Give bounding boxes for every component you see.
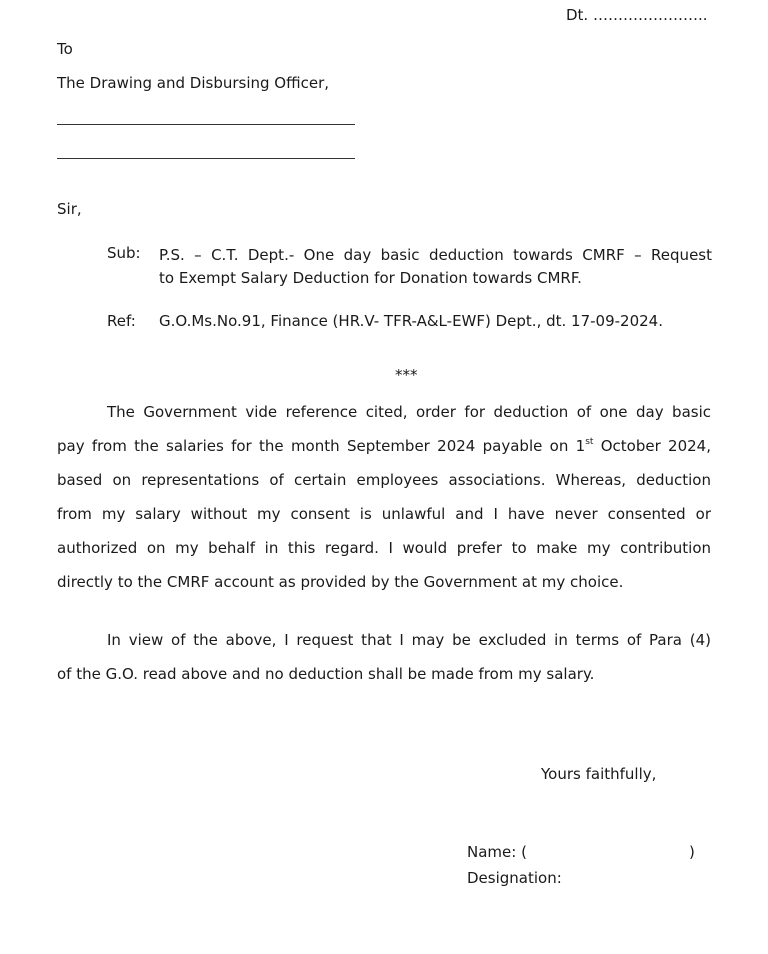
body-paragraph-1: [57, 395, 711, 599]
designation-label: Designation:: [467, 869, 562, 887]
salutation: Sir,: [57, 200, 82, 218]
subject-line-2: to Exempt Salary Deduction for Donation towards CMRF.: [159, 269, 582, 287]
paragraph-1-line-2-tail: October 2024,: [593, 437, 711, 455]
ordinal-superscript: st: [585, 437, 594, 447]
closing: Yours faithfully,: [541, 765, 657, 783]
subject-text: [159, 244, 712, 290]
body-paragraph-2: [57, 623, 711, 691]
reference-label: Ref:: [107, 312, 136, 330]
name-close-paren: ): [689, 843, 695, 861]
paragraph-2-line-2: of the G.O. read above and no deduction shall be made from my salary.: [57, 665, 595, 683]
paragraph-1-line-6: directly to the CMRF account as provided by the Government at my choice.: [57, 573, 624, 591]
paragraph-1-line-2-text: pay from the salaries for the month September 2024 payable on 1: [57, 437, 586, 455]
to-label: To: [57, 40, 73, 58]
address-blank-line-1: [57, 124, 355, 125]
name-label: Name: (: [467, 843, 527, 861]
paragraph-2-line-1: In view of the above, I request that I may be excluded in terms of Para (4): [107, 631, 711, 649]
paragraph-1-line-4: from my salary without my consent is unlawful and I have never consented or: [57, 505, 711, 523]
separator: ***: [395, 366, 418, 384]
reference-text: G.O.Ms.No.91, Finance (HR.V- TFR-A&L-EWF) Dept., dt. 17-09-2024.: [159, 312, 663, 330]
paragraph-1-line-1: The Government vide reference cited, order for deduction of one day basic: [107, 403, 711, 421]
subject-line-1: P.S. – C.T. Dept.- One day basic deduction towards CMRF – Request: [159, 246, 712, 264]
paragraph-1-line-3: based on representations of certain employees associations. Whereas, deduction: [57, 471, 711, 489]
paragraph-1-line-5: authorized on my behalf in this regard. I would prefer to make my contribution: [57, 539, 711, 557]
address-blank-line-2: [57, 158, 355, 159]
addressee: The Drawing and Disbursing Officer,: [57, 74, 330, 92]
subject-label: Sub:: [107, 244, 141, 262]
paragraph-1-line-2: [57, 429, 711, 463]
date-line: Dt. …………………..: [566, 6, 708, 24]
